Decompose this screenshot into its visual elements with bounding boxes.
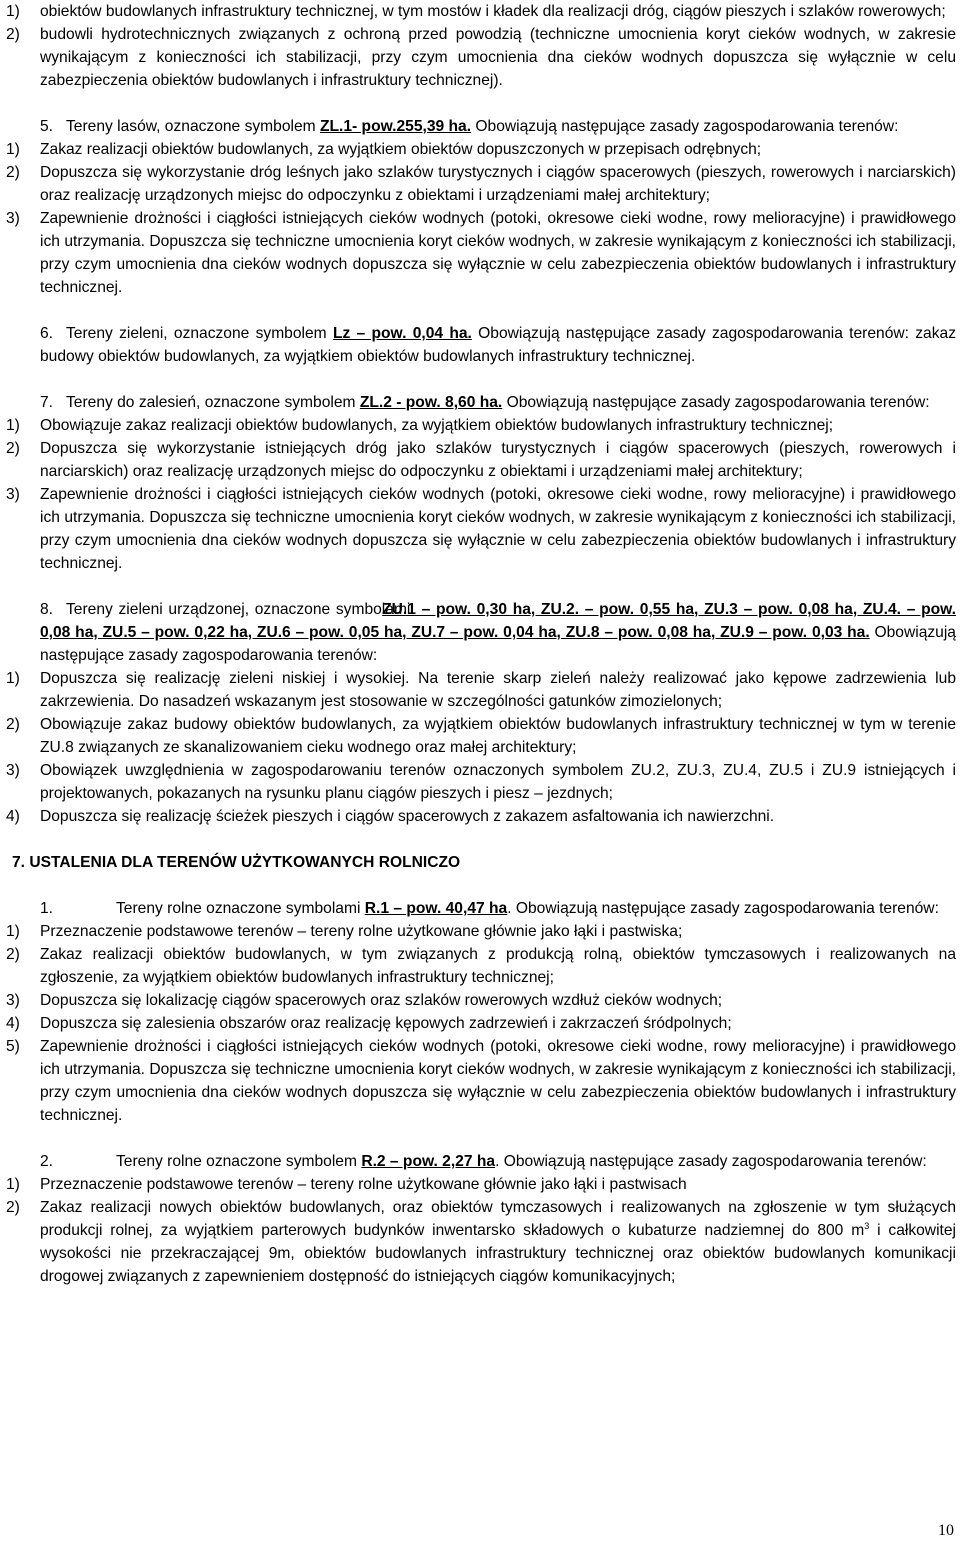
list-item: 5) Zapewnienie drożności i ciągłości istniejących cieków wodnych (potoki, okresowe cieki wodne, rowy melioracyjne) i prawidłowego ich utrzymania. Dopuszcza się techniczne umocnienia koryt cieków wodnych, w zakresie wynikającym z konieczności ich stabilizacji, przy czym umocnienia dna cieków wodnych dopuszcza się wyłącznie w celu zabezpieczenia obiektów budowlanych i infrastruktury technicznej. [6,1038,956,1124]
chapter-heading: 7. USTALENIA DLA TERENÓW UŻYTKOWANYCH ROLNICZO [12,854,461,871]
section-5: 5. Tereny lasów, oznaczone symbolem ZL.1- pow.255,39 ha. Obowiązują następujące zasady zagospodarowania terenów: [40,118,899,135]
list-item: 1) Dopuszcza się realizację zieleni niskiej i wysokiej. Na terenie skarp zieleń należy realizować jako kępowe zadrzewienia lub zakrzewienia. Do nasadzeń wskazanym jest stosowanie w szczególności gatunków zimozielonych; [6,670,956,710]
list-item: 3) Dopuszcza się lokalizację ciągów spacerowych oraz szlaków rowerowych wzdłuż cieków wodnych; [6,992,723,1009]
list-item: 1) Przeznaczenie podstawowe terenów – tereny rolne użytkowane głównie jako łąki i pastwisach [6,1176,687,1193]
list-item: 1) Zakaz realizacji obiektów budowlanych, za wyjątkiem obiektów dopuszczonych w przepisach odrębnych; [6,141,762,158]
list-item: 2) Dopuszcza się wykorzystanie dróg leśnych jako szlaków turystycznych i ciągów spacerowych (pieszych, rowerowych i narciarskich) oraz realizację urządzonych miejsc do odpoczynku z obiektami i urządzeniami małej architektury; [6,164,956,204]
list-item: 3) Zapewnienie drożności i ciągłości istniejących cieków wodnych (potoki, okresowe cieki wodne, rowy melioracyjne) i prawidłowego ich utrzymania. Dopuszcza się techniczne umocnienia koryt cieków wodnych, w zakresie wynikającym z konieczności ich stabilizacji, przy czym umocnienia dna cieków wodnych dopuszcza się wyłącznie w celu zabezpieczenia obiektów budowlanych i infrastruktury technicznej. [6,210,956,296]
list-item: 2) Dopuszcza się wykorzystanie istniejących dróg jako szlaków turystycznych i ciągów spacerowych (pieszych, rowerowych i narciarskich) oraz realizację urządzonych miejsc do odpoczynku z obiektami i urządzeniami małej architektury; [6,440,956,480]
list-item: 2) budowli hydrotechnicznych związanych z ochroną przed powodzią (techniczne umocnienia koryt cieków wodnych, w zakresie wynikającym z konieczności ich stabilizacji, przy czym umocnienia dna cieków wodnych dopuszcza się wyłącznie w celu zabezpieczenia obiektów budowlanych i infrastruktury technicznej). [6,26,956,89]
section-8: 8. Tereny zieleni urządzonej, oznaczone symbolami ZU.1 – pow. 0,30 ha, ZU.2. – pow. 0,55 ha, ZU.3 – pow. 0,08 ha, ZU.4. – pow. 0,08 ha, ZU.5 – pow. 0,22 ha, ZU.6 – pow. 0,05 ha, ZU.7 – pow. 0,04 ha, ZU.8 – pow. 0,08 ha, ZU.9 – pow. 0,03 ha. Obowiązują następujące zasady zagospodarowania terenów: [40,601,957,664]
section-r2: 2. Tereny rolne oznaczone symbolem R.2 – pow. 2,27 ha. Obowiązują następujące zasady zagospodarowania terenów: [40,1153,927,1170]
list-item: 4) Dopuszcza się realizację ścieżek pieszych i ciągów spacerowych z zakazem asfaltowania ich nawierzchni. [6,808,775,825]
zone-symbol: ZL.2 - pow. 8,60 ha. [359,394,503,411]
list-item: 2) Zakaz realizacji obiektów budowlanych, w tym związanych z produkcją rolną, obiektów tymczasowych i realizowanych na zgłoszenie, za wyjątkiem obiektów budowlanych infrastruktury technicznej; [6,946,956,986]
zone-symbol: R.1 – pow. 40,47 ha [364,900,508,917]
document-page [6,0,956,1288]
list-item: 3) Zapewnienie drożności i ciągłości istniejących cieków wodnych (potoki, okresowe cieki wodne, rowy melioracyjne) i prawidłowego ich utrzymania. Dopuszcza się techniczne umocnienia koryt cieków wodnych, w zakresie wynikającym z konieczności ich stabilizacji, przy czym umocnienia dna cieków wodnych dopuszcza się wyłącznie w celu zabezpieczenia obiektów budowlanych i infrastruktury technicznej. [6,486,956,572]
list-item: 1) obiektów budowlanych infrastruktury technicznej, w tym mostów i kładek dla realizacji dróg, ciągów pieszych i szlaków rowerowych; [6,3,946,20]
zone-symbol: ZL.1- pow.255,39 ha. [319,118,472,135]
list-item: 1) Przeznaczenie podstawowe terenów – tereny rolne użytkowane głównie jako łąki i pastwiska; [6,923,683,940]
section-7: 7. Tereny do zalesień, oznaczone symbolem ZL.2 - pow. 8,60 ha. Obowiązują następujące zasady zagospodarowania terenów: [40,394,930,411]
list-item: 4) Dopuszcza się zalesienia obszarów oraz realizację kępowych zadrzewień i zakrzaczeń śródpolnych; [6,1015,732,1032]
zone-symbol: ZU.1 – pow. 0,30 ha, ZU.2. – pow. 0,55 ha, ZU.3 – pow. 0,08 ha, ZU.4. – pow. 0,08 ha, ZU.5 – pow. 0,22 ha, ZU.6 – pow. 0,05 ha, ZU.7 – pow. 0,04 ha, ZU.8 – pow. 0,08 ha, ZU.9 – pow. 0,03 ha. [40,601,957,641]
list-item: 2) Obowiązuje zakaz budowy obiektów budowlanych, za wyjątkiem obiektów budowlanych infrastruktury technicznej w tym w terenie ZU.8 związanych ze skanalizowaniem cieku wodnego oraz małej architektury; [6,716,956,756]
section-6: 6. Tereny zieleni, oznaczone symbolem Lz – pow. 0,04 ha. Obowiązują następujące zasady zagospodarowania terenów: zakaz budowy obiektów budowlanych, za wyjątkiem obiektów budowlanych infrastruktury technicznej. [40,325,956,365]
list-item: 3) Obowiązek uwzględnienia w zagospodarowaniu terenów oznaczonych symbolem ZU.2, ZU.3, ZU.4, ZU.5 i ZU.9 istniejących i projektowanych, pokazanych na rysunku planu ciągów pieszych i piesz – jezdnych; [6,762,956,802]
zone-symbol: R.2 – pow. 2,27 ha [361,1153,496,1170]
page-number: 10 [938,1522,954,1539]
list-item: 2) Zakaz realizacji nowych obiektów budowlanych, oraz obiektów tymczasowych i realizowanych na zgłoszenie w tym służących produkcji rolnej, za wyjątkiem parterowych budynków inwentarsko składowych o kubaturze nadziemnej do 800 $m^3$ i całkowitej wysokości nie przekraczającej 9m, obiektów budowlanych infrastruktury technicznej oraz obiektów budowlanych komunikacji drogowej związanych z zapewnieniem dostępność do istniejących ciągów komunikacyjnych; [6,1199,957,1285]
section-r1: 1. Tereny rolne oznaczone symbolami R.1 – pow. 40,47 ha. Obowiązują następujące zasady zagospodarowania terenów: [40,900,939,917]
zone-symbol: Lz – pow. 0,04 ha. [332,325,472,342]
list-item: 1) Obowiązuje zakaz realizacji obiektów budowlanych, za wyjątkiem obiektów budowlanych infrastruktury technicznej; [6,417,834,434]
